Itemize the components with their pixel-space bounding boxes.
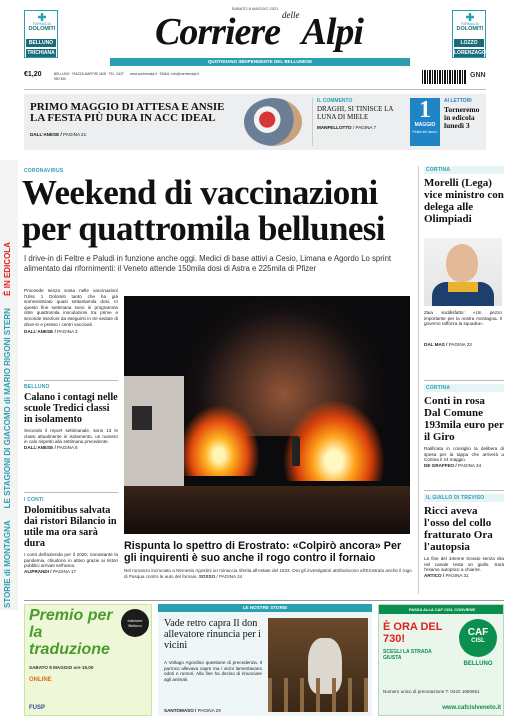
article-credit-page: PAGINA 34 bbox=[457, 462, 482, 468]
article-kicker: I CONTI bbox=[24, 497, 44, 503]
portrait-photo bbox=[424, 238, 502, 306]
article-body: Ratificata in consiglio la delibera di spesa per la tappa che arriverà a Cortina il 24 maggio. bbox=[424, 446, 504, 463]
ai-lettori-label: AI LETTORI bbox=[444, 98, 472, 104]
lead-credit: DALL'ANESE / PAGINA 3 bbox=[24, 329, 78, 335]
story-credit-author: SANTOMASO bbox=[164, 708, 194, 713]
ad-premio-traduzione[interactable] bbox=[24, 604, 152, 716]
badge-name: DOLOMITI bbox=[456, 26, 484, 32]
strip-credit: DALL'ANESE / PAGINA 21 bbox=[30, 132, 87, 137]
sidebar-top: È IN EDICOLA bbox=[3, 242, 12, 296]
photo-credit: SOSSO bbox=[198, 573, 216, 579]
article-kicker: CORTINA bbox=[424, 166, 504, 174]
lead-credit-page: PAGINA 3 bbox=[57, 329, 78, 335]
maggio-subtext: Festa del lavoro bbox=[412, 130, 438, 134]
article-body: Zaia soddisfatto: «Un pezzo importante per la nostra montagna. Il governo rafforza la squadra». bbox=[424, 310, 502, 327]
masthead-title-small: delle bbox=[282, 10, 300, 20]
ad-right-phone: Numero unico di prenotazione T. 0422 1660661 bbox=[383, 689, 480, 694]
article-credit: DE GRAFFEO / PAGINA 34 bbox=[424, 462, 482, 468]
main-kicker: CORONAVIRUS bbox=[24, 168, 64, 174]
right-article-2[interactable] bbox=[424, 494, 504, 594]
article-credit: ALIPRANDI / PAGINA 17 bbox=[24, 568, 77, 574]
badge-top-label: FARMACIA bbox=[461, 22, 479, 26]
right-pharmacy-badge bbox=[452, 10, 486, 58]
caf-logo-text: CAF bbox=[467, 627, 489, 638]
gnn-logo: GNN bbox=[470, 72, 486, 79]
article-kicker: CORTINA bbox=[424, 384, 504, 392]
story-body: A Voltago Agordino questione di precedenza. Il parroco allevava capre ma i vicini lamentavano odori e rumori. Alla fine ha deciso di rinunciare agli animali. bbox=[164, 660, 262, 682]
badge-city: BELLUNO bbox=[26, 39, 56, 47]
article-credit-author: ALIPRANDI bbox=[24, 568, 50, 574]
article-credit: DALL'ANESE / PAGINA 5 bbox=[24, 444, 78, 450]
maggio-box bbox=[410, 98, 440, 146]
article-headline: Dolomitibus salvata dai ristori Bilancio in utile ma ora sarà dura bbox=[24, 505, 117, 549]
lead-article[interactable] bbox=[24, 288, 118, 372]
ad-left-badge bbox=[121, 609, 149, 637]
pharmacy-cross-icon bbox=[38, 13, 46, 21]
photo-caption-text: Nel romanzo incrociato a Nemesio Agostini un minaccia riferita all'estate del 1933. Ora gli investigatori attribuiscono all'Erostrato anche il rogo di Pasqua contro le auto del fornaio. bbox=[124, 568, 412, 579]
lead-credit-author: DALL'ANESE bbox=[24, 329, 54, 335]
story-label: LE NOSTRE STORIE bbox=[242, 605, 288, 610]
article-credit-page: PAGINA 17 bbox=[52, 568, 77, 574]
badge-city-2: LORENZAGO bbox=[454, 50, 486, 56]
masthead-title bbox=[134, 10, 384, 56]
divider bbox=[424, 490, 504, 491]
masthead-title-main: Corriere bbox=[155, 11, 281, 53]
commento-box bbox=[312, 98, 404, 146]
sidebar-text bbox=[3, 158, 15, 608]
story-credit-page: PAGINA 29 bbox=[197, 708, 221, 713]
article-kicker: IL GIALLO DI TREVISO bbox=[424, 494, 504, 502]
ad-right-head: PASSA ALLA CAF CISL CONVIENE bbox=[379, 605, 504, 614]
ad-left-badge-text: edizione Belluno bbox=[127, 618, 143, 628]
sidebar-bottom: STORIE di MONTAGNA bbox=[3, 520, 12, 608]
info-row bbox=[24, 68, 486, 90]
masthead bbox=[0, 0, 508, 66]
photo-caption: Nel romanzo incrociato a Nemesio Agostini un minaccia riferita all'estate del 1933. Ora gli investigatori attribuiscono all'Erostrato anche il rogo di Pasqua contro le auto del fornaio. SOSSO / PAGINA 24 bbox=[124, 568, 412, 579]
strip-credit-author: DALL'ANESE bbox=[30, 132, 60, 137]
article-headline: Calano i contagi nelle scuole Tredici classi in isolamento bbox=[24, 392, 118, 425]
portrait-collar bbox=[448, 282, 478, 292]
article-body: Secondo il report settimanale, sono 13 le classi attualmente in isolamento, un numero in calo rispetto alla settimana precedente. bbox=[24, 428, 118, 445]
main-deck: I drive-in di Feltre e Paludi in funzione anche oggi. Medici di base attivi a Cesio, Limana e Agordo Lo sprint alimentato dai rifornimenti: il Veneto attende 150mila dosi di Astra e 225mila di Pfizer bbox=[24, 254, 392, 273]
ad-right-footer: www.cafcislveneto.it bbox=[442, 705, 501, 711]
story-box[interactable] bbox=[158, 604, 372, 716]
strip-headline[interactable]: PRIMO MAGGIO DI ATTESA E ANSIE LA FESTA PIÙ DURA IN ACC IDEAL bbox=[30, 101, 225, 124]
badge-city-2: TRICHIANA bbox=[27, 50, 55, 56]
ai-lettori-text[interactable]: Torneremo in edicola lunedì 3 bbox=[444, 105, 480, 130]
article-body: La fine del 34enne trovato senza vita nel canale resta un giallo. Sarà l'esame autoptico a chiarire. bbox=[424, 556, 504, 573]
article-credit-page: PAGINA 31 bbox=[445, 572, 469, 578]
story-headline: Vade retro capra Il don allevatore rinuncia per i vicini bbox=[164, 618, 262, 651]
divider bbox=[24, 492, 118, 493]
sidebar-middle: LE STAGIONI DI GIACOMO di MARIO RIGONI STERN bbox=[3, 308, 12, 509]
contact-info: BELLUNO · PIAZZA MARTIRI 26/B · TEL. 0437 950 350 bbox=[54, 72, 124, 81]
main-headline[interactable]: Weekend di vaccinazioni per quattromila bellunesi bbox=[22, 173, 385, 248]
price: €1,20 bbox=[24, 71, 42, 78]
strip-credit-page: PAGINA 21 bbox=[63, 132, 87, 137]
ad-left-date: SABATO 8 MAGGIO ore 15.00 bbox=[29, 665, 94, 670]
article-credit: DAL MAS / PAGINA 23 bbox=[424, 342, 472, 347]
commento-page: PAGINA 7 bbox=[355, 125, 377, 130]
strip-photo bbox=[244, 98, 302, 146]
lead-body: Proceede senza sosta nelle vaccinazioni l'Ulss 1 Dolomiti tanto che ha già somministrato quasi settantamila dosi. In questo fine settimana sono in programma oltre quattromila inoculazioni tra prime e seconde iniezioni da eseguirsi in tre sedute di drive-in e presso i centri vaccinali. bbox=[24, 288, 118, 327]
story-label-bar bbox=[158, 604, 372, 612]
commento-label: IL COMMENTO bbox=[317, 98, 353, 104]
left-pharmacy-badge bbox=[24, 10, 58, 58]
divider bbox=[424, 380, 504, 381]
ad-left-online: ONLINE bbox=[29, 677, 52, 683]
article-headline: Ricci aveva l'osso del collo fratturato Ora l'autopsia bbox=[424, 505, 493, 553]
article-kicker: BELLUNO bbox=[24, 384, 50, 390]
goat-photo bbox=[268, 618, 368, 712]
photo-headline[interactable]: Rispunta lo spettro di Erostrato: «Colpirò ancora» Per gli inquirenti è suo anche il rogo contro il fornaio bbox=[124, 540, 402, 564]
masthead-subtitle: QUOTIDIANO INDIPENDENTE DEL BELLUNESE bbox=[207, 59, 313, 64]
badge-city: LOZZO bbox=[454, 39, 484, 47]
portrait-head bbox=[446, 244, 478, 282]
pharmacy-cross-icon bbox=[466, 13, 474, 21]
article-credit-author: ARTICO bbox=[424, 572, 442, 578]
ground bbox=[124, 486, 410, 534]
commento-author: MANFELLOTTO bbox=[317, 125, 352, 130]
ai-lettori-box bbox=[444, 98, 486, 146]
column-divider bbox=[418, 166, 419, 594]
masthead-subtitle-bar bbox=[110, 58, 410, 66]
caf-logo-subtext: CISL bbox=[471, 638, 485, 644]
article-credit-page: PAGINA 23 bbox=[448, 342, 472, 347]
ad-left-brand: FUSP bbox=[29, 705, 46, 711]
ad-caf-cisl[interactable] bbox=[378, 604, 504, 716]
left-article-0[interactable] bbox=[24, 384, 118, 484]
ad-right-sub: SCEGLI LA STRADA GIUSTA bbox=[383, 649, 432, 661]
fire-left bbox=[179, 406, 259, 476]
building-window bbox=[132, 406, 152, 430]
caf-logo bbox=[459, 619, 497, 657]
bottom-divider bbox=[24, 600, 504, 601]
web-info: www.corrierealpi.it · EMAIL: info@corrierealpi.it bbox=[130, 72, 199, 76]
article-credit-author: DE GRAFFEO bbox=[424, 462, 455, 468]
article-credit: ARTICO / PAGINA 31 bbox=[424, 572, 469, 578]
ad-left-title: Premio per la traduzione bbox=[29, 607, 113, 658]
maggio-number: 1 bbox=[419, 97, 431, 123]
masthead-title-end: Alpi bbox=[301, 11, 363, 53]
fence bbox=[268, 678, 368, 712]
commento-credit: MANFELLOTTO / PAGINA 7 bbox=[317, 125, 377, 130]
article-headline: Morelli (Lega) vice ministro con delega alle Olimpiadi bbox=[424, 177, 504, 225]
right-article-1[interactable] bbox=[424, 384, 504, 484]
firefighter bbox=[292, 436, 300, 466]
fire-photo[interactable] bbox=[124, 296, 410, 534]
badge-top-label: FARMACIA bbox=[33, 22, 51, 26]
article-headline: Conti in rosa Dal Comune 193mila euro per il Giro bbox=[424, 395, 504, 443]
date-line: SABATO 8 MAGGIO 2021 bbox=[231, 6, 279, 11]
commento-text[interactable]: DRAGHI, SI TINISCE LA LUNA DI MIELE bbox=[317, 105, 394, 121]
photo-page: PAGINA 24 bbox=[219, 573, 243, 579]
ad-right-city: BELLUNO bbox=[463, 661, 493, 667]
right-article-0[interactable] bbox=[424, 166, 504, 376]
divider bbox=[24, 380, 118, 381]
left-article-1[interactable] bbox=[24, 497, 118, 597]
maggio-word: MAGGIO bbox=[414, 122, 436, 128]
article-credit-author: DAL MAS bbox=[424, 342, 445, 347]
left-sidebar[interactable] bbox=[0, 160, 18, 610]
badge-name: DOLOMITI bbox=[28, 26, 56, 32]
ad-right-big: È ORA DEL 730! bbox=[383, 621, 443, 645]
story-credit: SANTOMASO / PAGINA 29 bbox=[164, 708, 221, 713]
article-body: I conti dell'azienda per il 2020, nonostante la pandemia, chiudono in attivo grazie ai ristori pubblici arrivati nell'anno. bbox=[24, 552, 118, 569]
article-credit-page: PAGINA 5 bbox=[57, 444, 78, 450]
article-credit-author: DALL'ANESE bbox=[24, 444, 54, 450]
top-strip bbox=[24, 94, 486, 150]
barcode-icon bbox=[422, 70, 466, 84]
